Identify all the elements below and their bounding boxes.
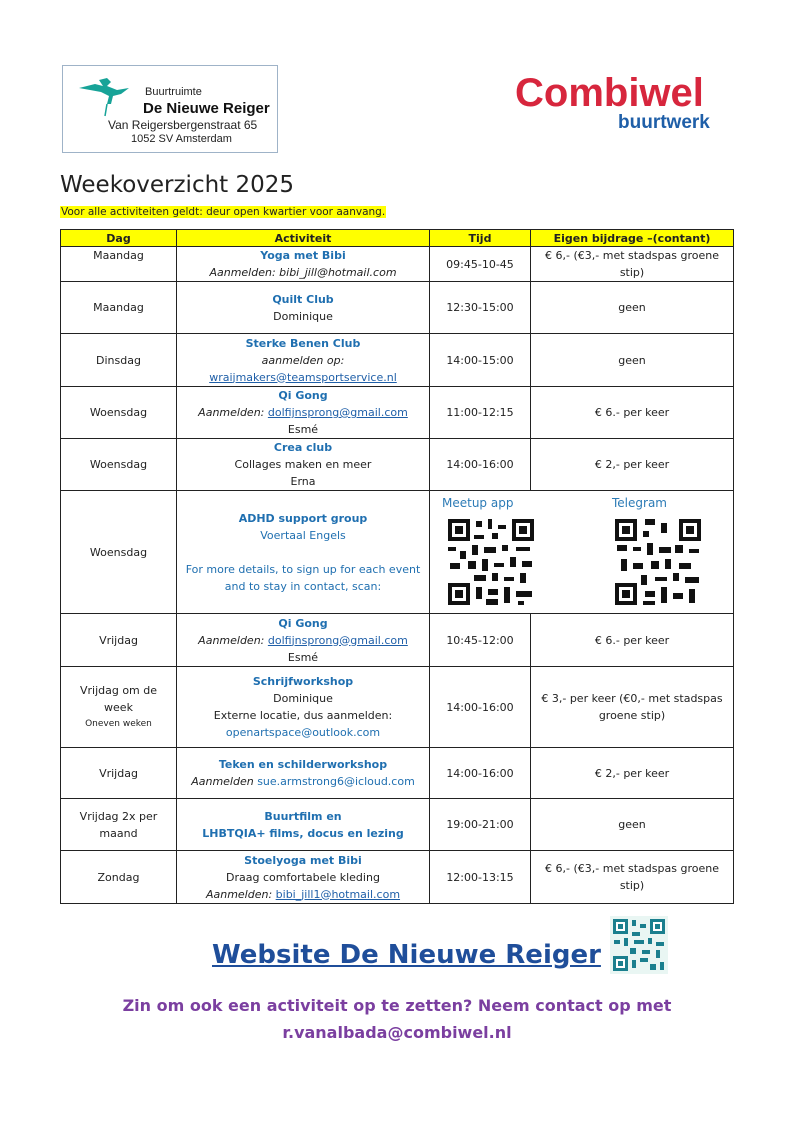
- table-row: [61, 614, 734, 667]
- combiwel-wordmark: Combiwel: [515, 71, 704, 115]
- cell-activiteit: [177, 247, 430, 282]
- activity-title: Sterke Benen Club: [245, 336, 361, 350]
- cell-activiteit: [177, 334, 430, 387]
- website-link[interactable]: Website De Nieuwe Reiger: [212, 940, 601, 970]
- contact-line-1: Zin om ook een activiteit op te zetten? Neem contact op met: [122, 996, 672, 1015]
- cell-tijd: 10:45-12:00: [430, 614, 531, 667]
- meetup-qr-icon[interactable]: [446, 517, 536, 607]
- logo-line-1: Buurtruimte: [145, 86, 202, 98]
- activity-title: Schrijfworkshop: [252, 675, 354, 688]
- activity-title: Quilt Club: [272, 292, 334, 306]
- cell-activiteit: [177, 799, 430, 851]
- activity-title: Stoelyoga met Bibi: [244, 853, 362, 867]
- telegram-qr-icon[interactable]: [613, 517, 703, 607]
- cell-dag: Vrijdag: [61, 614, 177, 667]
- combiwel-subtitle: buurtwerk: [618, 112, 710, 133]
- table-row: [61, 667, 734, 748]
- cell-dag: Dinsdag: [61, 334, 177, 387]
- email-link[interactable]: dolfijnsprong@gmail.com: [267, 406, 408, 419]
- cell-dag: Woensdag: [61, 491, 177, 614]
- door-note: Voor alle activiteiten geldt: deur open kwartier voor aanvang.: [61, 206, 386, 218]
- table-row: [61, 851, 734, 904]
- cell-bijdrage: € 6,- (€3,- met stadspas groene stip): [531, 247, 734, 282]
- activity-title: Teken en schilderworkshop: [218, 758, 388, 771]
- cell-bijdrage: € 3,- per keer (€0,- met stadspas groene stip): [531, 667, 734, 748]
- cell-activiteit: [177, 748, 430, 799]
- activity-title: Qi Gong: [278, 616, 328, 630]
- activity-line: Esmé: [287, 423, 319, 436]
- email-link[interactable]: openartspace@outlook.com: [225, 726, 381, 739]
- cell-tijd: 12:30-15:00: [430, 282, 531, 334]
- cell-tijd: 14:00-15:00: [430, 334, 531, 387]
- activity-line: Erna: [290, 475, 316, 488]
- dag-sublabel: Oneven weken: [85, 718, 152, 729]
- cell-dag: Woensdag: [61, 439, 177, 491]
- table-row: [61, 282, 734, 334]
- header-bijdrage: Eigen bijdrage –(contant): [531, 230, 734, 247]
- table-row: [61, 334, 734, 387]
- cell-dag: Zondag: [61, 851, 177, 904]
- header-dag: Dag: [61, 230, 177, 247]
- cell-activiteit: [177, 491, 430, 614]
- cell-dag: [61, 667, 177, 748]
- activity-line: Aanmelden: bibi_jill@hotmail.com: [209, 266, 397, 279]
- logo-line-4: 1052 SV Amsterdam: [131, 133, 232, 145]
- activity-line: Voertaal Engels: [260, 528, 346, 542]
- email-link[interactable]: sue.armstrong6@icloud.com: [257, 775, 415, 788]
- cell-tijd: 11:00-12:15: [430, 387, 531, 439]
- heron-icon: [77, 74, 135, 118]
- schedule-table: [60, 229, 734, 904]
- activity-line: Draag comfortabele kleding: [226, 870, 380, 884]
- activity-line: Esmé: [287, 650, 319, 664]
- cell-activiteit: [177, 439, 430, 491]
- cell-activiteit: [177, 851, 430, 904]
- activity-title: Buurtfilm en: [264, 809, 342, 823]
- logo-line-2: De Nieuwe Reiger: [143, 100, 270, 117]
- cell-tijd: 12:00-13:15: [430, 851, 531, 904]
- activity-label: Aanmelden:: [198, 633, 268, 647]
- activity-line: For more details, to sign up for each event and to stay in contact, scan:: [185, 562, 421, 593]
- cell-activiteit: [177, 387, 430, 439]
- cell-bijdrage: € 6.- per keer: [531, 387, 734, 439]
- qr-label-meetup: Meetup app: [442, 496, 514, 510]
- table-row: [61, 247, 734, 282]
- cell-activiteit: [177, 282, 430, 334]
- website-qr-icon[interactable]: [610, 916, 668, 974]
- cell-tijd: 14:00-16:00: [430, 439, 531, 491]
- header-tijd: Tijd: [430, 230, 531, 247]
- cell-bijdrage: geen: [531, 799, 734, 851]
- activity-title: Crea club: [273, 441, 333, 454]
- cell-activiteit: [177, 614, 430, 667]
- header-activiteit: Activiteit: [177, 230, 430, 247]
- activity-title: Qi Gong: [278, 389, 328, 402]
- activity-line: Dominique: [273, 692, 333, 705]
- activity-label: Aanmelden:: [205, 887, 276, 901]
- email-link[interactable]: wraijmakers@teamsportservice.nl: [209, 370, 397, 384]
- cell-bijdrage: geen: [531, 282, 734, 334]
- activity-line: Collages maken en meer: [234, 458, 372, 471]
- activity-title: Yoga met Bibi: [260, 249, 346, 262]
- cell-bijdrage: € 2,- per keer: [531, 439, 734, 491]
- cell-activiteit: [177, 667, 430, 748]
- activity-title-2: LHBTQIA+ films, docus en lezing: [202, 826, 404, 840]
- contact-email[interactable]: r.vanalbada@combiwel.nl: [282, 1023, 512, 1042]
- buurtruimte-logo: [62, 65, 278, 153]
- table-header-row: [61, 230, 734, 247]
- table-row: [61, 439, 734, 491]
- activity-line: Externe locatie, dus aanmelden:: [213, 709, 393, 722]
- cell-tijd: 19:00-21:00: [430, 799, 531, 851]
- activity-title: ADHD support group: [238, 511, 368, 525]
- cell-bijdrage: geen: [531, 334, 734, 387]
- activity-line: Dominique: [273, 309, 333, 323]
- cell-dag: Maandag: [61, 282, 177, 334]
- activity-label: Aanmelden: [191, 775, 258, 788]
- cell-tijd: 09:45-10-45: [430, 247, 531, 282]
- email-link[interactable]: bibi_jill1@hotmail.com: [275, 887, 401, 901]
- cell-dag: Vrijdag: [61, 748, 177, 799]
- table-row: [61, 748, 734, 799]
- table-row: [61, 387, 734, 439]
- table-row: [61, 491, 734, 614]
- page-title: Weekoverzicht 2025: [60, 172, 295, 198]
- activity-label: Aanmelden:: [198, 406, 268, 419]
- cell-dag: Vrijdag 2x per maand: [61, 799, 177, 851]
- cell-tijd: 14:00-16:00: [430, 667, 531, 748]
- table-row: [61, 799, 734, 851]
- combiwel-logo: [515, 70, 735, 136]
- cell-dag: Maandag: [61, 247, 177, 282]
- cell-bijdrage: € 6,- (€3,- met stadspas groene stip): [531, 851, 734, 904]
- cell-bijdrage: € 6.- per keer: [531, 614, 734, 667]
- email-link[interactable]: dolfijnsprong@gmail.com: [267, 633, 408, 647]
- logo-line-3: Van Reigersbergenstraat 65: [108, 118, 258, 132]
- cell-dag: Woensdag: [61, 387, 177, 439]
- qr-label-telegram: Telegram: [612, 496, 667, 510]
- cell-tijd: 14:00-16:00: [430, 748, 531, 799]
- cell-bijdrage: € 2,- per keer: [531, 748, 734, 799]
- dag-label: Vrijdag om de week: [79, 683, 158, 714]
- qr-codes-cell: [430, 491, 734, 614]
- activity-line: aanmelden op:: [261, 353, 345, 367]
